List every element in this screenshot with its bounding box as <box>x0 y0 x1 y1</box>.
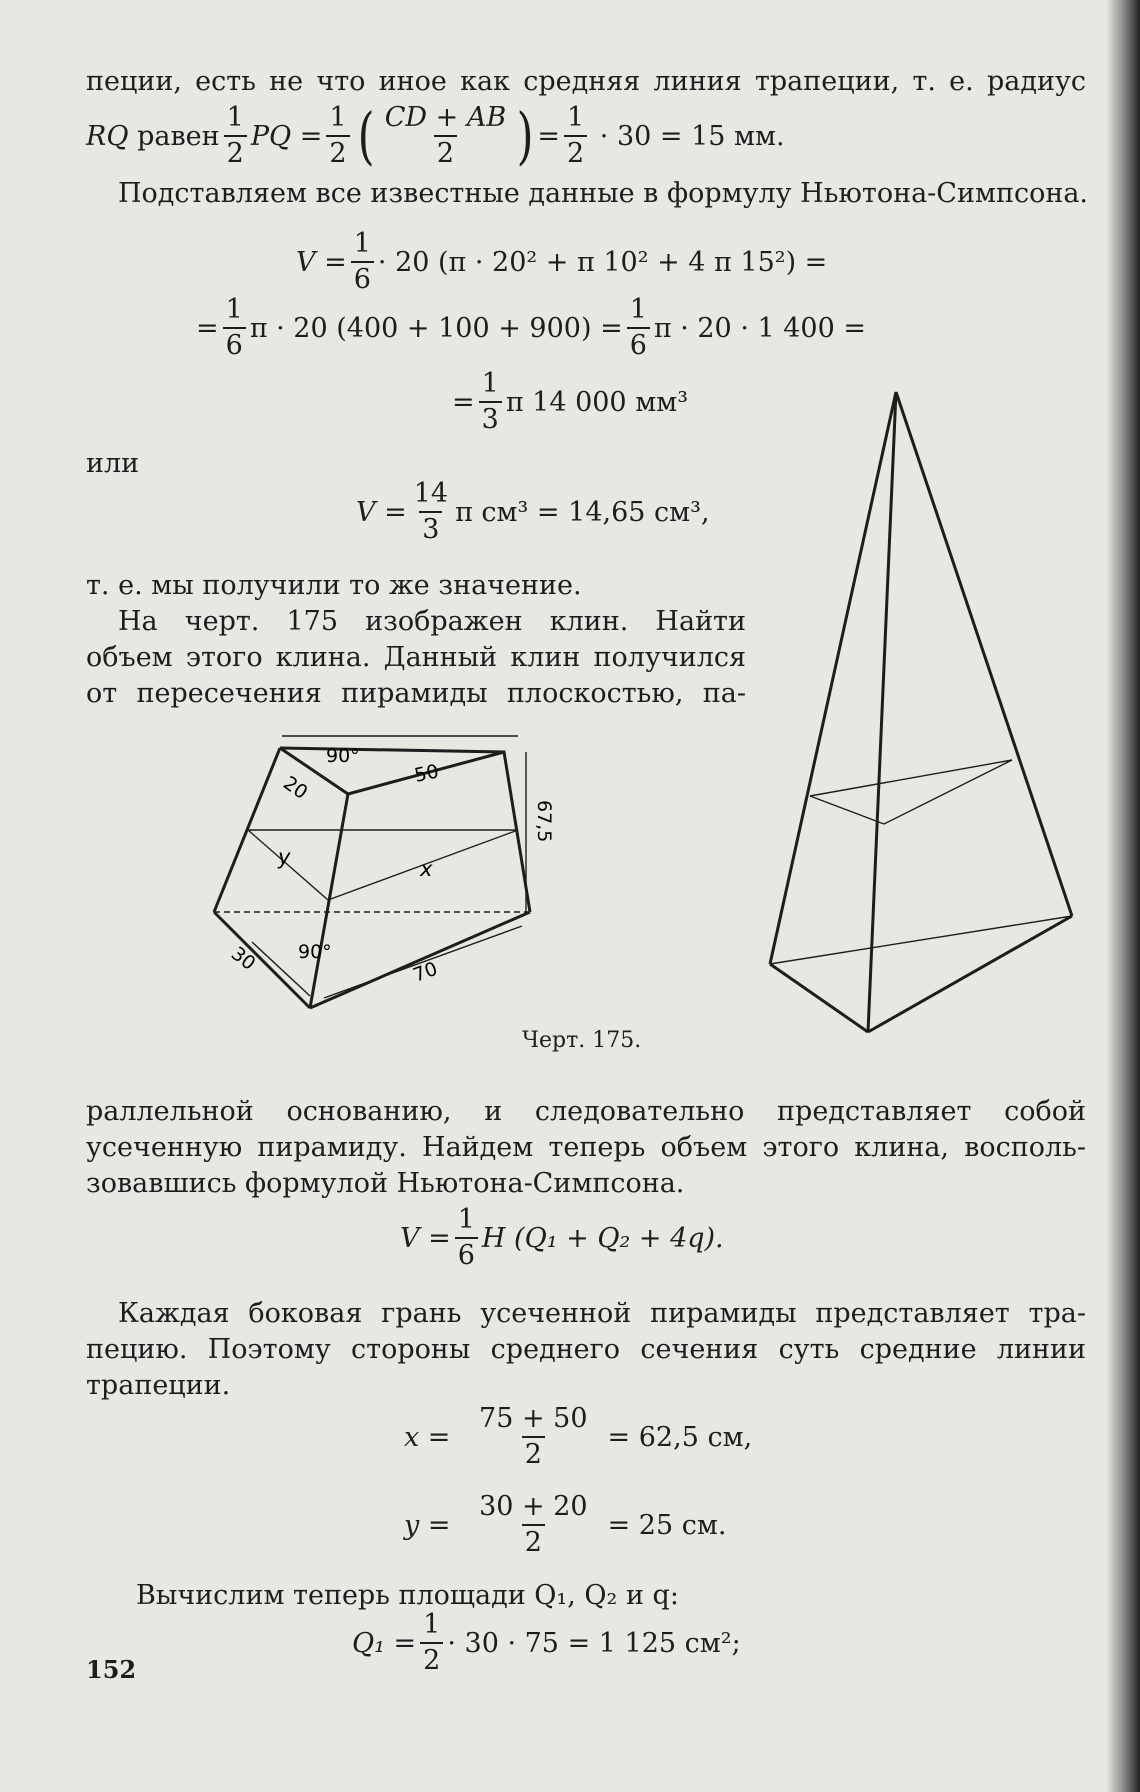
pyramid-right-edge <box>896 392 1072 916</box>
p4-line-3: трапеции. <box>86 1370 231 1401</box>
angle-bottom-label: 90° <box>298 941 332 963</box>
q1-formula: Q₁ = $\frac{1}{2}$ · 30 · 75 = 1 125 см²; <box>352 1609 741 1676</box>
pyramid-section-left <box>810 796 884 824</box>
pyramid-section-back <box>810 760 1012 796</box>
pyramid-base-left <box>770 964 868 1032</box>
side-50-label: 50 <box>412 760 441 787</box>
side-20-label: 20 <box>279 772 312 804</box>
pyramid-left-edge <box>770 392 896 964</box>
p4-line-2: пецию. Поэтому стороны среднего сечения суть средние линии <box>86 1334 1086 1365</box>
left-paren: ( <box>357 99 375 172</box>
radius-result: · 30 = 15 мм. <box>599 120 785 152</box>
right-paren: ) <box>516 99 534 172</box>
pq-symbol: PQ <box>250 120 292 152</box>
height-label: 67,5 <box>533 800 555 843</box>
wedge-front-edge <box>310 794 348 1008</box>
figure-caption: Черт. 175. <box>522 1028 642 1053</box>
p2-line-1: На черт. 175 изображен клин. Найти <box>118 606 746 637</box>
y-formula: y = $\frac{30 + 20}{2}$ = 25 см. <box>404 1491 727 1558</box>
fraction-half-1: $\frac{1}{2}$ <box>224 103 247 169</box>
p3-line-2: усеченную пирамиду. Найдем теперь объем этого клина, восполь- <box>86 1132 1086 1163</box>
angle-top-label: 90° <box>326 745 360 767</box>
page-edge-shadow <box>1106 0 1140 1792</box>
pyramid-section-right <box>884 760 1012 824</box>
word-ili: или <box>86 448 140 479</box>
volume-eq-cm: V = $\frac{14}{3}$ π см³ = 14,65 см³, <box>356 478 710 545</box>
p5-line: Вычислим теперь площади Q₁, Q₂ и q: <box>136 1580 679 1611</box>
text-same-value: т. е. мы получили то же значение. <box>86 570 582 601</box>
ravno-word: равен <box>137 120 220 152</box>
side-70-label: 70 <box>410 957 441 987</box>
wedge-figure <box>200 730 555 1030</box>
p2-line-2: объем этого клина. Данный клин получился <box>86 642 746 673</box>
p3-line-3: зовавшись формулой Ньютона-Симпсона. <box>86 1168 685 1199</box>
text-line-1: пеции, есть не что иное как средняя линия трапеции, т. е. радиус <box>86 66 1086 97</box>
pyramid-figure <box>756 384 1086 1044</box>
radius-equation: RQ равен $\frac{1}{2}$ PQ = $\frac{1}{2}$ ( $\frac{CD + AB}{2}$ ) = $\frac{1}{2}$ · 30 = 15 мм. <box>86 99 785 172</box>
fraction-half-3: $\frac{1}{2}$ <box>564 103 587 169</box>
volume-eq-1: V = $\frac{1}{6}$ · 20 (π · 20² + π 10² + 4 π 15²) = <box>296 228 828 295</box>
newton-simpson-formula: V = $\frac{1}{6}$ H (Q₁ + Q₂ + 4q). <box>400 1204 724 1271</box>
text-line-3: Подставляем все известные данные в формулу Ньютона-Симпсона. <box>118 178 1089 209</box>
volume-eq-3: = $\frac{1}{3}$ π 14 000 мм³ <box>452 368 689 435</box>
fraction-cdab: $\frac{CD + AB}{2}$ <box>384 102 507 169</box>
rq-symbol: RQ <box>86 120 129 152</box>
page-number: 152 <box>86 1655 137 1684</box>
p2-line-3: от пересечения пирамиды плоскостью, па- <box>86 678 746 709</box>
volume-eq-2: = $\frac{1}{6}$ π · 20 (400 + 100 + 900) = $\frac{1}{6}$ π · 20 · 1 400 = <box>196 294 866 361</box>
mid-y-label: y <box>278 845 291 869</box>
p4-line-1: Каждая боковая грань усеченной пирамиды представляет тра- <box>118 1298 1086 1329</box>
mid-x-label: x <box>420 857 433 881</box>
side-30-label: 30 <box>226 942 260 975</box>
fraction-half-2: $\frac{1}{2}$ <box>326 103 349 169</box>
pyramid-base-back <box>770 916 1072 964</box>
pyramid-base-right <box>868 916 1072 1032</box>
wedge-bottom-right-edge <box>310 912 530 1008</box>
x-formula: x = $\frac{75 + 50}{2}$ = 62,5 см, <box>404 1403 753 1470</box>
pyramid-front-edge <box>868 392 896 1032</box>
p3-line-1: раллельной основанию, и следовательно представляет собой <box>86 1096 1086 1127</box>
